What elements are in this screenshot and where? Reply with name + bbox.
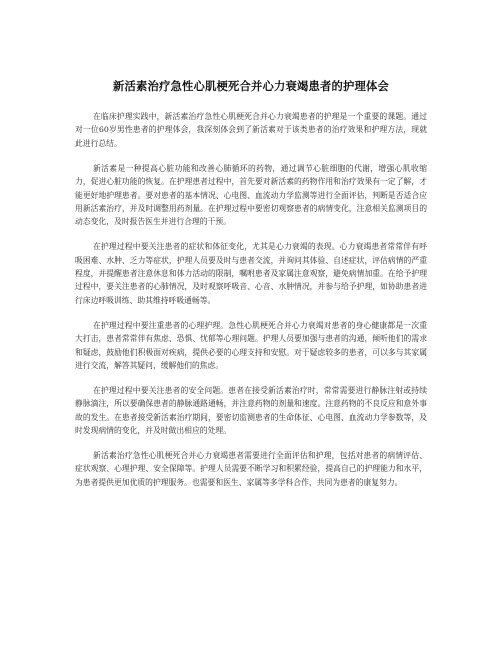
paragraph-conclusion: 新活素治疗急性心肌梗死合并心力衰竭患者需要进行全面评估和护理，包括对患者的病情评估、症状观察、心理护理、安全保障等。护理人员需要不断学习和积累经验，提高自己的护理能力和水平，为患者提供更加优质的护理服务。也需要和医生、家属等多学科合作，共同为患者的康复努力。 [75,451,427,487]
paragraph-symptom-care: 在护理过程中要关注患者的症状和体征变化，尤其是心力衰竭的表现。心力衰竭患者常常伴有呼吸困难、水肿、乏力等症状，护理人员要及时与患者交流，并询问其体验、自述症状，评估病情的严重程度，并提醒患者注意休息和体力活动的限制，嘱咐患者及家属注意观察，避免病情加重。在给予护理过程中，要关注患者的心肺情况，及时观察呼吸音、心音、水肿情况，并参与给予护理，如协助患者进行床边呼吸训练、助其维持呼吸通畅等。 [75,242,427,305]
paragraph-drug-mechanism: 新活素是一种提高心脏功能和改善心肺循环的药物，通过调节心脏细胞的代谢，增强心肌收缩力，促进心脏功能的恢复。在护理患者过程中，首先要对新活素的药物作用和治疗效果有一定了解，才能更好地护理患者。要对患者的基本情况、心电图、血流动力学监测等进行全面评估，判断是否适合应用新活素治疗，并及时调整用药剂量。在护理过程中要密切观察患者的病情变化，注意相关监测项目的动态变化，及时报告医生并进行合理的干预。 [75,163,427,227]
document-title: 新活素治疗急性心肌梗死合并心力衰竭患者的护理体会 [113,80,389,93]
paragraph-intro: 在临床护理实践中，新活素治疗急性心肌梗死合并心力衰竭患者的护理是一个重要的课题。通过对一位60岁男性患者的护理体会，我深刻体会到了新活素对于该类患者的治疗效果和护理方法，现就此进行总结。 [75,112,427,148]
paragraph-safety-care: 在护理过程中要关注患者的安全问题。患者在接受新活素治疗时，常常需要进行静脉注射或持续静脉滴注，所以要确保患者的静脉通路通畅，并注意药物的剂量和速度。注意药物的不良反应和意外事故的发生。在患者接受新活素治疗期间，要密切监测患者的生命体征、心电图、血流动力学参数等，及时发现病情的变化，并及时做出相应的处理。 [75,385,427,436]
paragraph-psychological-care: 在护理过程中要注重患者的心理护理。急性心肌梗死合并心力衰竭对患者的身心健康都是一次重大打击，患者常常伴有焦虑、恐惧、忧郁等心理问题。护理人员要加强与患者的沟通，倾听他们的需求和疑虑，鼓励他们积极面对疾病，提供必要的心理支持和安慰。对于疑虑较多的患者，可以多与其家属进行交流，解答其疑问，缓解他们的焦虑。 [75,320,427,370]
